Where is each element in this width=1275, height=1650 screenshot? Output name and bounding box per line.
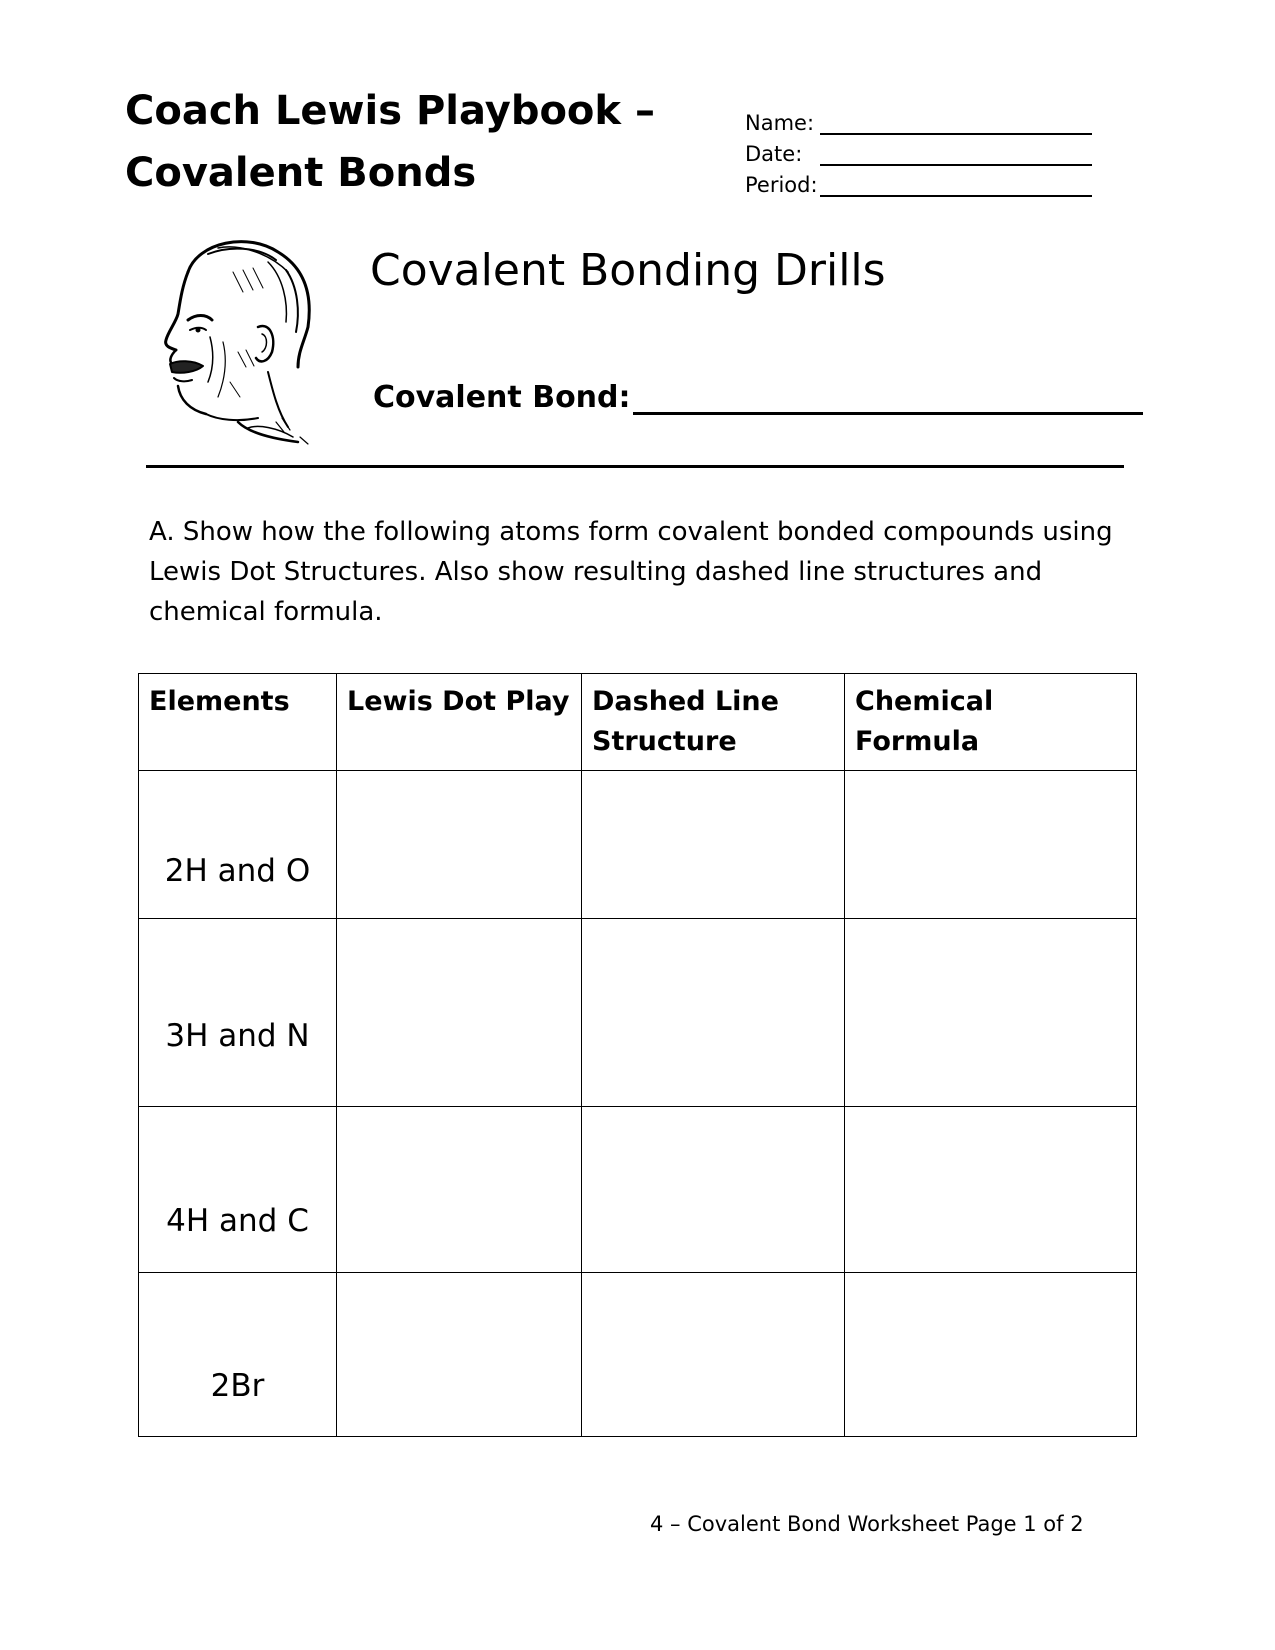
title-line-2: Covalent Bonds: [125, 150, 477, 196]
element-cell: 3H and N: [139, 919, 337, 1107]
lewis-dot-answer-cell[interactable]: [337, 1273, 582, 1437]
section-title: Covalent Bonding Drills: [370, 245, 886, 296]
covalent-bond-label: Covalent Bond:: [373, 380, 631, 415]
table-row: [139, 1273, 1137, 1437]
dashed-line-answer-cell[interactable]: [582, 771, 845, 919]
covalent-drills-table: [138, 673, 1137, 1437]
dashed-line-answer-cell[interactable]: [582, 919, 845, 1107]
instructions: A. Show how the following atoms form covalent bonded compounds using Lewis Dot Structures. Also show resulting dashed line structures and chemical formula.: [149, 517, 1113, 627]
name-field-row: [745, 104, 1092, 135]
element-cell: 2Br: [139, 1273, 337, 1437]
header-dashed-line-structure: Dashed Line Structure: [582, 674, 845, 771]
title-line-1: Coach Lewis Playbook –: [125, 88, 655, 134]
header-elements: Elements: [139, 674, 337, 771]
dashed-line-answer-cell[interactable]: [582, 1107, 845, 1273]
formula-answer-cell[interactable]: [845, 1273, 1137, 1437]
table-row: [139, 771, 1137, 919]
formula-answer-cell[interactable]: [845, 771, 1137, 919]
lewis-dot-answer-cell[interactable]: [337, 1107, 582, 1273]
date-line[interactable]: [820, 142, 1092, 166]
table-row: [139, 1107, 1137, 1273]
name-line[interactable]: [820, 111, 1092, 135]
student-info-fields: [745, 104, 1092, 197]
covalent-bond-definition: [373, 378, 1143, 415]
period-line[interactable]: [820, 173, 1092, 197]
period-field-row: [745, 166, 1092, 197]
page-footer: 4 – Covalent Bond Worksheet Page 1 of 2: [650, 1512, 1084, 1536]
header-chemical-formula: Chemical Formula: [845, 674, 1137, 771]
lewis-dot-answer-cell[interactable]: [337, 919, 582, 1107]
formula-answer-cell[interactable]: [845, 1107, 1137, 1273]
date-label: Date:: [745, 142, 803, 166]
name-label: Name:: [745, 111, 815, 135]
date-field-row: [745, 135, 1092, 166]
table-header-row: [139, 674, 1137, 771]
table-row: [139, 919, 1137, 1107]
gilbert-lewis-portrait-icon: [148, 232, 318, 447]
period-label: Period:: [745, 173, 818, 197]
lewis-dot-answer-cell[interactable]: [337, 771, 582, 919]
header-lewis-dot-play: Lewis Dot Play: [337, 674, 582, 771]
element-cell: 2H and O: [139, 771, 337, 919]
definition-answer-line-2[interactable]: [146, 465, 1124, 468]
element-cell: 4H and C: [139, 1107, 337, 1273]
formula-answer-cell[interactable]: [845, 919, 1137, 1107]
worksheet-title: [125, 80, 685, 204]
dashed-line-answer-cell[interactable]: [582, 1273, 845, 1437]
definition-answer-line[interactable]: [633, 378, 1143, 415]
